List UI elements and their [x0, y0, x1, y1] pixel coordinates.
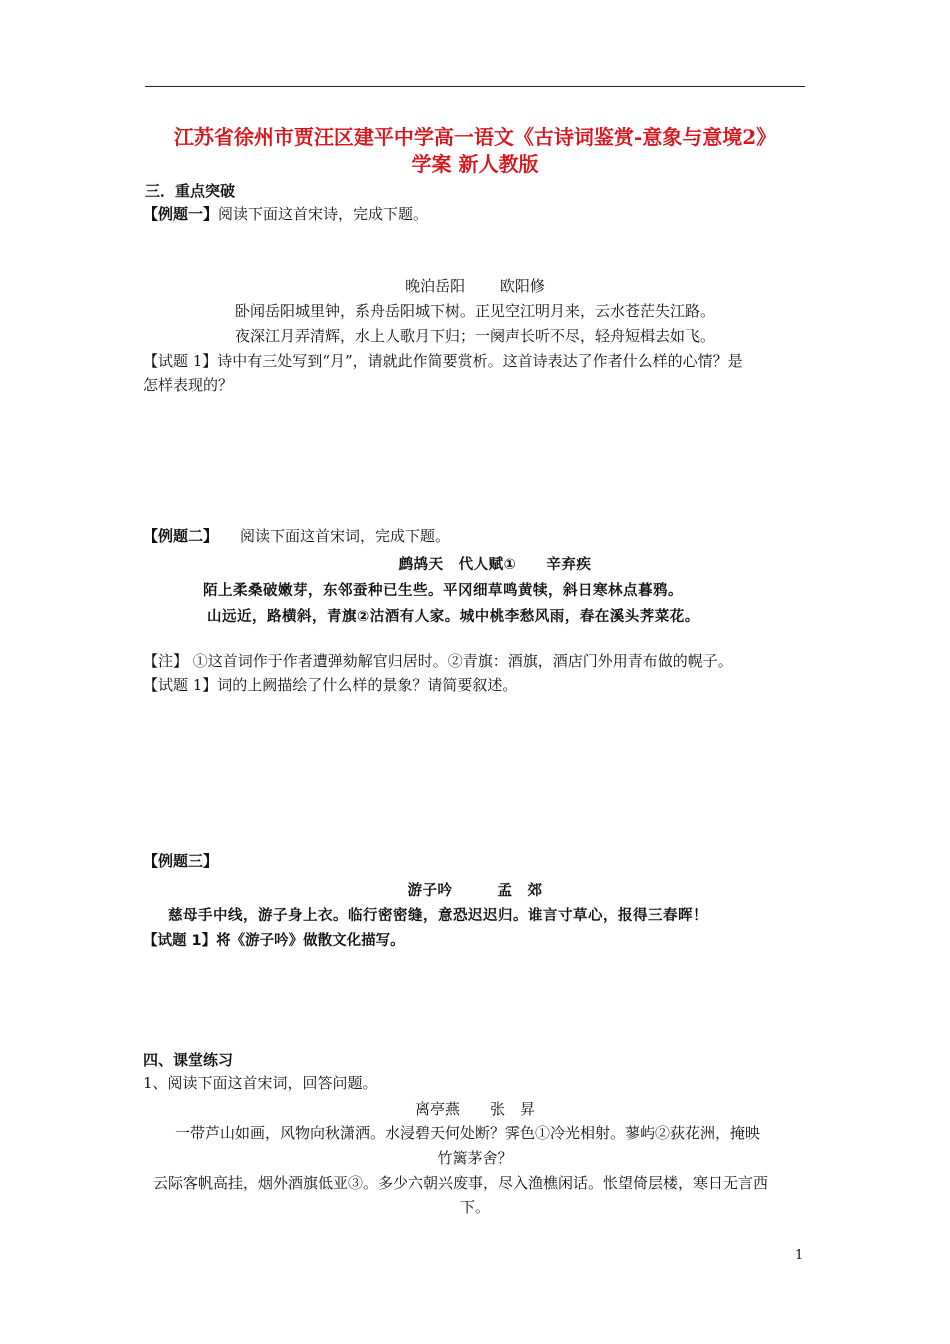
ex1-question-line-1: 【试题 1】诗中有三处写到“月”，请就此作简要赏析。这首诗表达了作者什么样的心情？是 [143, 352, 743, 370]
ex1-intro: 阅读下面这首宋诗，完成下题。 [218, 205, 429, 223]
ex2-note: 【注】 ①这首词作于作者遭弹劾解官归居时。②青旗：酒旗，酒店门外用青布做的幌子。 [143, 652, 733, 670]
section4-item-1: 1、阅读下面这首宋词，回答问题。 [143, 1074, 378, 1092]
ex2-question: 【试题 1】词的上阙描绘了什么样的景象？请简要叙述。 [143, 676, 518, 694]
ex2-poem-title: 鹧鸪天 代人赋① 辛弃疾 [398, 557, 592, 573]
ex3-poem-title: 游子吟 孟 郊 [407, 883, 543, 899]
section3-heading: 三．重点突破 [145, 182, 236, 200]
section4-poem-line-4: 下。 [459, 1198, 490, 1216]
ex2-intro: 阅读下面这首宋词，完成下题。 [240, 527, 451, 545]
doc-title-line1: 江苏省徐州市贾汪区建平中学高一语文《古诗词鉴赏-意象与意境2》 [173, 125, 777, 149]
doc-title-line2: 学案 新人教版 [411, 152, 539, 176]
ex3-label: 【例题三】 [143, 852, 219, 870]
header-rule [145, 86, 805, 87]
ex2-header [143, 525, 450, 547]
ex1-question-line-2: 怎样表现的？ [143, 376, 234, 394]
section4-poem-line-3: 云际客帆高挂，烟外酒旗低亚③。多少六朝兴废事，尽入渔樵闲话。怅望倚层楼，寒日无言西 [153, 1174, 769, 1192]
page-number: 1 [795, 1248, 804, 1263]
ex1-label: 【例题一】 [143, 205, 219, 223]
section4-heading: 四、课堂练习 [143, 1051, 234, 1069]
ex1-poem-line-1: 卧闻岳阳城里钟，系舟岳阳城下树。正见空江明月来，云水苍茫失江路。 [234, 302, 715, 320]
ex1-header [143, 203, 428, 225]
section4-poem-title: 离亭燕 张 昇 [414, 1100, 535, 1118]
section4-poem-line-1: 一带芦山如画，风物向秋潇洒。水浸碧天何处断？霁色①冷光相射。蓼屿②荻花洲，掩映 [175, 1124, 761, 1142]
ex3-question: 【试题 1】将《游子吟》做散文化描写。 [143, 933, 405, 949]
ex2-poem-line-1: 陌上柔桑破嫩芽，东邻蚕种已生些。平冈细草鸣黄犊，斜日寒林点暮鸦。 [203, 583, 683, 599]
ex1-poem-line-2: 夜深江月弄清辉，水上人歌月下归；一阕声长听不尽，轻舟短楫去如飞。 [234, 327, 715, 345]
ex2-poem-line-2: 山远近，路横斜，青旗②沽酒有人家。城中桃李愁风雨，春在溪头荠菜花。 [207, 609, 700, 625]
ex2-label: 【例题二】 [143, 527, 219, 545]
ex1-poem-title: 晚泊岳阳 欧阳修 [405, 277, 545, 295]
section4-poem-line-2: 竹篱茅舍？ [437, 1149, 513, 1167]
ex3-poem-line: 慈母手中线，游子身上衣。临行密密缝，意恐迟迟归。谁言寸草心，报得三春晖！ [168, 908, 708, 924]
